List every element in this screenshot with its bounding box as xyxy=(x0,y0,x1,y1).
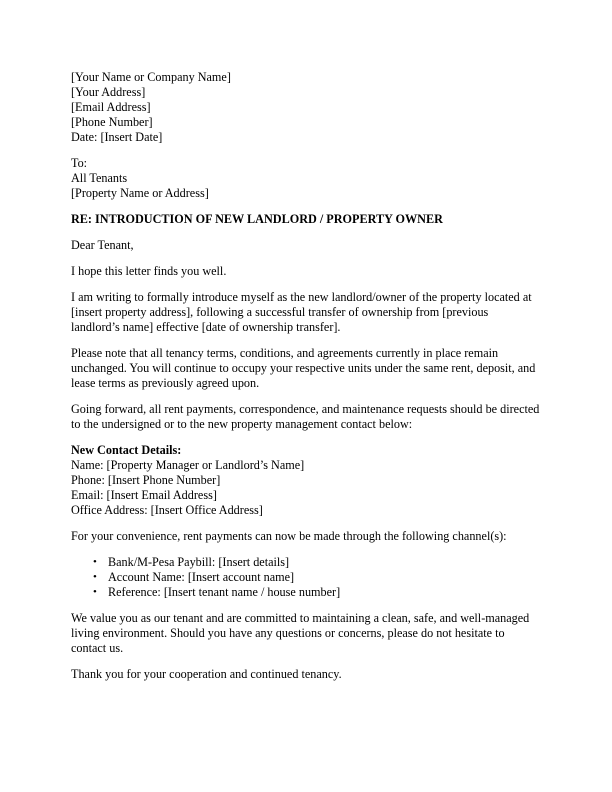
contact-name-line: Name: [Property Manager or Landlord’s Name] xyxy=(71,458,305,472)
contact-email-line: Email: [Insert Email Address] xyxy=(71,488,217,502)
sender-date-line: Date: [Insert Date] xyxy=(71,130,163,144)
closing-line: Thank you for your cooperation and continued tenancy. xyxy=(71,667,342,681)
sender-block xyxy=(71,70,540,145)
salutation: Dear Tenant, xyxy=(71,238,134,252)
subject-line: RE: INTRODUCTION OF NEW LANDLORD / PROPERTY OWNER xyxy=(71,212,443,226)
sender-line: [Your Name or Company Name] xyxy=(71,70,231,84)
recipient-line: To: xyxy=(71,156,88,170)
sender-line: [Phone Number] xyxy=(71,115,153,129)
bullet-text: Account Name: [Insert account name] xyxy=(108,570,295,584)
paragraph-terms: Please note that all tenancy terms, conditions, and agreements currently in place remain unchanged. You will continue to occupy your respective units under the same rent, deposit, and lease terms as previously agreed upon. xyxy=(71,346,536,390)
recipient-line: All Tenants xyxy=(71,171,128,185)
paragraph-channels: For your convenience, rent payments can now be made through the following channel(s): xyxy=(71,529,507,543)
sender-line: [Your Address] xyxy=(71,85,146,99)
recipient-block xyxy=(71,156,540,201)
paragraph-intro: I am writing to formally introduce myself as the new landlord/owner of the property located at [insert property address], following a successful transfer of ownership from [previous landlord’s name] effective [date of ownership transfer]. xyxy=(71,290,532,334)
contact-office-line: Office Address: [Insert Office Address] xyxy=(71,503,263,517)
bullet-icon: • xyxy=(93,586,97,598)
contact-heading: New Contact Details: xyxy=(71,443,182,457)
paragraph-forward: Going forward, all rent payments, correspondence, and maintenance requests should be directed to the undersigned or to the new property management contact below: xyxy=(71,402,540,431)
contact-phone-line: Phone: [Insert Phone Number] xyxy=(71,473,221,487)
bullet-item xyxy=(71,585,540,600)
recipient-line: [Property Name or Address] xyxy=(71,186,209,200)
paragraph-value: We value you as our tenant and are committed to maintaining a clean, safe, and well-managed living environment. Should you have any questions or concerns, please do not hesitate to contact us. xyxy=(71,611,530,655)
paragraph-greeting: I hope this letter finds you well. xyxy=(71,264,227,278)
contact-details-block xyxy=(71,443,540,518)
payment-bullet-list xyxy=(71,555,540,600)
bullet-item xyxy=(71,555,540,570)
bullet-text: Reference: [Insert tenant name / house number] xyxy=(108,585,341,599)
bullet-icon: • xyxy=(93,571,97,583)
sender-line: [Email Address] xyxy=(71,100,151,114)
bullet-icon: • xyxy=(93,556,97,568)
bullet-text: Bank/M-Pesa Paybill: [Insert details] xyxy=(108,555,290,569)
bullet-item xyxy=(71,570,540,585)
